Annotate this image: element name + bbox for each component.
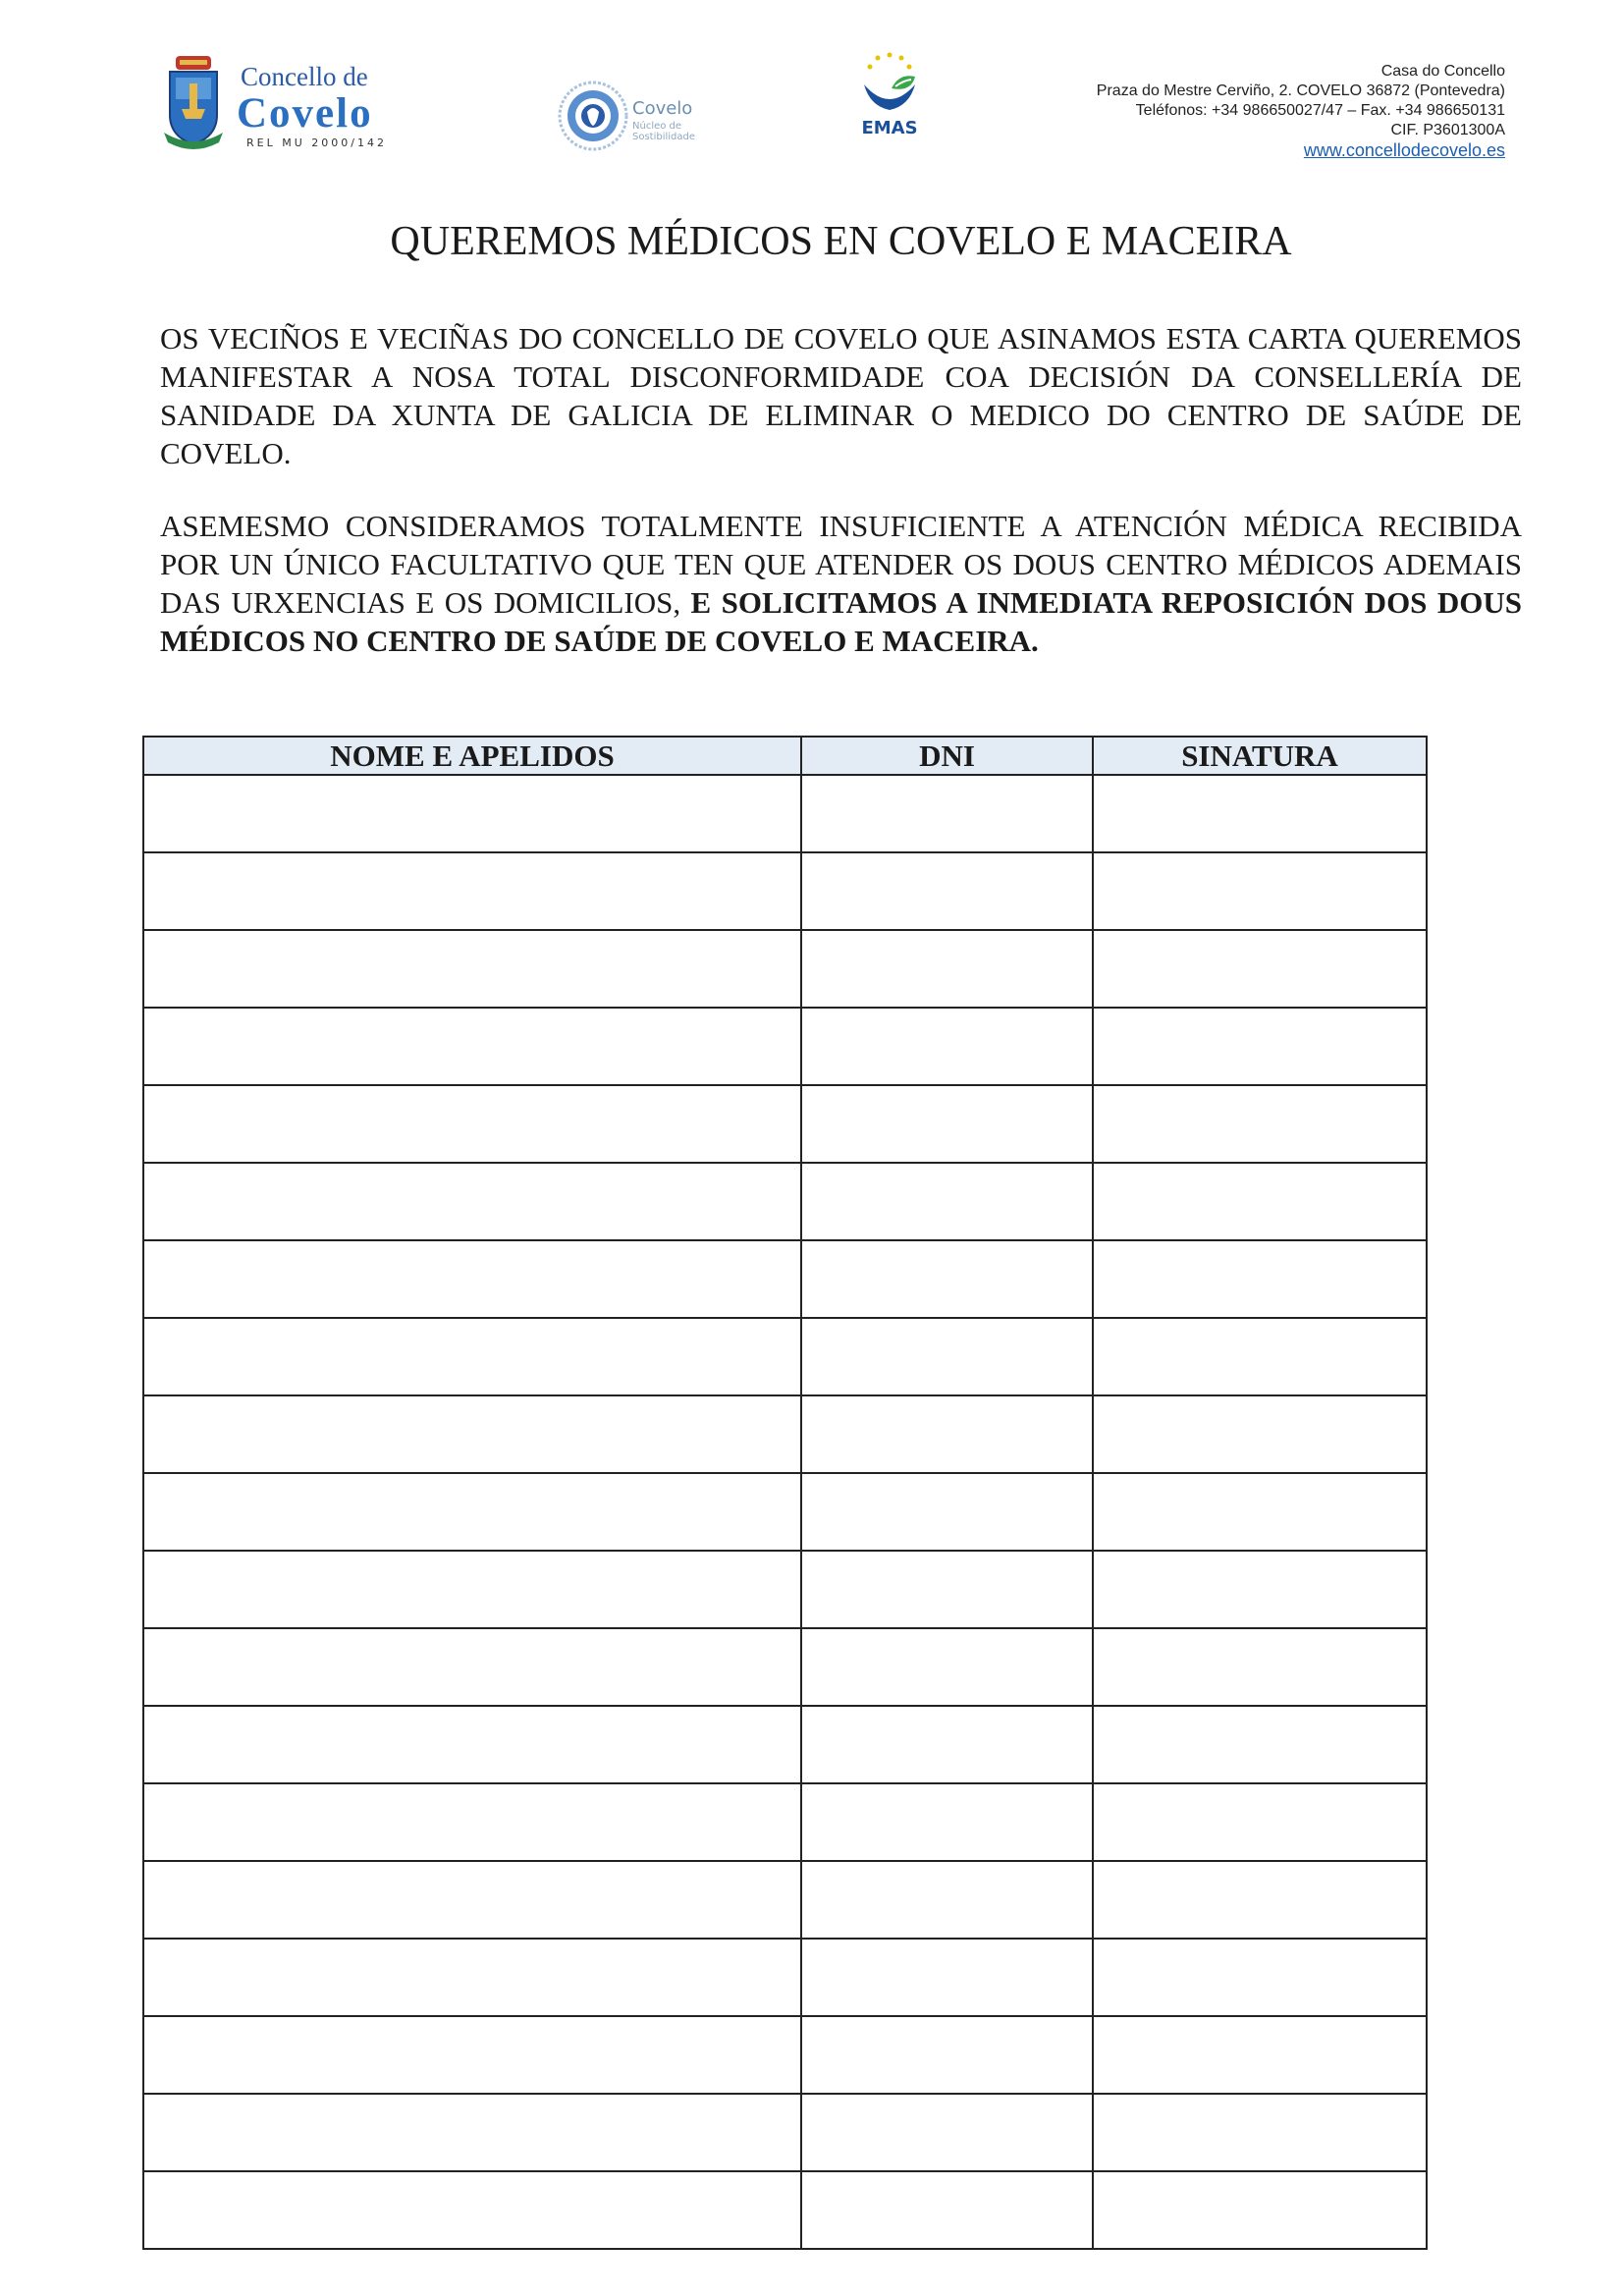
dni-cell[interactable] bbox=[801, 1318, 1093, 1395]
table-row bbox=[143, 1551, 1427, 1628]
signature-cell[interactable] bbox=[1093, 852, 1427, 930]
paragraph-2-request: E SOLICITAMOS A INMEDIATA REPOSICIÓN DOS DOUS MÉDICOS NO CENTRO DE SAÚDE DE COVELO E MACEIRA. bbox=[160, 585, 1523, 658]
signature-cell[interactable] bbox=[1093, 2171, 1427, 2249]
name-cell[interactable] bbox=[143, 1318, 801, 1395]
table-row bbox=[143, 930, 1427, 1008]
name-cell[interactable] bbox=[143, 1085, 801, 1163]
signature-cell[interactable] bbox=[1093, 1395, 1427, 1473]
logo-line-3: REL MU 2000/142 bbox=[246, 137, 387, 149]
dni-cell[interactable] bbox=[801, 1551, 1093, 1628]
address-block bbox=[1097, 62, 1505, 160]
address-line-4: CIF. P3601300A bbox=[1390, 122, 1505, 138]
signature-cell[interactable] bbox=[1093, 1240, 1427, 1318]
signature-rows bbox=[143, 775, 1427, 2249]
table-row bbox=[143, 2094, 1427, 2171]
logo-line-1: Concello de bbox=[241, 62, 368, 91]
table-row bbox=[143, 1783, 1427, 1861]
table-row bbox=[143, 1008, 1427, 1085]
table-row bbox=[143, 2016, 1427, 2094]
name-cell[interactable] bbox=[143, 930, 801, 1008]
column-header-name: NOME E APELIDOS bbox=[143, 737, 801, 775]
signature-cell[interactable] bbox=[1093, 1551, 1427, 1628]
signature-cell[interactable] bbox=[1093, 1939, 1427, 2016]
name-cell[interactable] bbox=[143, 852, 801, 930]
name-cell[interactable] bbox=[143, 2171, 801, 2249]
name-cell[interactable] bbox=[143, 2094, 801, 2171]
column-header-signature: SINATURA bbox=[1093, 737, 1427, 775]
dni-cell[interactable] bbox=[801, 775, 1093, 852]
dni-cell[interactable] bbox=[801, 2171, 1093, 2249]
table-row bbox=[143, 1939, 1427, 2016]
table-row bbox=[143, 1163, 1427, 1240]
table-row bbox=[143, 1628, 1427, 1706]
coat-of-arms-icon bbox=[162, 54, 225, 152]
dni-cell[interactable] bbox=[801, 1008, 1093, 1085]
dni-cell[interactable] bbox=[801, 1395, 1093, 1473]
name-cell[interactable] bbox=[143, 1240, 801, 1318]
website-link[interactable]: www.concellodecovelo.es bbox=[1303, 140, 1505, 160]
name-cell[interactable] bbox=[143, 1163, 801, 1240]
signature-cell[interactable] bbox=[1093, 1163, 1427, 1240]
name-cell[interactable] bbox=[143, 1706, 801, 1783]
dni-cell[interactable] bbox=[801, 2016, 1093, 2094]
table-row bbox=[143, 775, 1427, 852]
name-cell[interactable] bbox=[143, 1473, 801, 1551]
signature-cell[interactable] bbox=[1093, 1706, 1427, 1783]
table-row bbox=[143, 1240, 1427, 1318]
table-row bbox=[143, 1473, 1427, 1551]
signature-cell[interactable] bbox=[1093, 1473, 1427, 1551]
signature-cell[interactable] bbox=[1093, 775, 1427, 852]
signature-cell[interactable] bbox=[1093, 1085, 1427, 1163]
nucleo-sostibilidade-logo bbox=[558, 77, 725, 155]
logo-line-2: Covelo bbox=[237, 90, 373, 137]
name-cell[interactable] bbox=[143, 775, 801, 852]
signature-cell[interactable] bbox=[1093, 1783, 1427, 1861]
table-row bbox=[143, 1395, 1427, 1473]
name-cell[interactable] bbox=[143, 1551, 801, 1628]
paragraph-2-text: ASEMESMO CONSIDERAMOS TOTALMENTE INSUFICIENTE A ATENCIÓN MÉDICA RECIBIDA POR UN ÚNICO FACULTATIVO QUE TEN QUE ATENDER OS DOUS CENTRO MÉDICOS ADEMAIS DAS URXENCIAS E OS DOMICILIOS, bbox=[160, 509, 1522, 620]
table-row bbox=[143, 852, 1427, 930]
signature-table bbox=[142, 736, 1428, 2250]
sustainability-emblem-icon bbox=[558, 77, 628, 155]
table-row bbox=[143, 1318, 1427, 1395]
concello-covelo-logo bbox=[162, 54, 407, 152]
signature-cell[interactable] bbox=[1093, 2016, 1427, 2094]
signature-cell[interactable] bbox=[1093, 930, 1427, 1008]
table-row bbox=[143, 1085, 1427, 1163]
table-header-row bbox=[143, 737, 1427, 775]
name-cell[interactable] bbox=[143, 2016, 801, 2094]
signature-cell[interactable] bbox=[1093, 1008, 1427, 1085]
eu-stars-leaf-icon bbox=[850, 49, 929, 118]
document-title: QUEREMOS MÉDICOS EN COVELO E MACEIRA bbox=[390, 219, 1292, 264]
signature-cell[interactable] bbox=[1093, 1628, 1427, 1706]
dni-cell[interactable] bbox=[801, 1706, 1093, 1783]
paragraph-2 bbox=[160, 507, 1522, 660]
dni-cell[interactable] bbox=[801, 1861, 1093, 1939]
name-cell[interactable] bbox=[143, 1783, 801, 1861]
name-cell[interactable] bbox=[143, 1008, 801, 1085]
nucleo-line-2: Núcleo de Sostibilidade bbox=[632, 121, 696, 142]
name-cell[interactable] bbox=[143, 1861, 801, 1939]
name-cell[interactable] bbox=[143, 1628, 801, 1706]
dni-cell[interactable] bbox=[801, 1939, 1093, 2016]
address-line-2: Praza do Mestre Cerviño, 2. COVELO 36872 (Pontevedra) bbox=[1096, 82, 1505, 99]
signature-cell[interactable] bbox=[1093, 1318, 1427, 1395]
address-line-3: Teléfonos: +34 986650027/47 – Fax. +34 986650131 bbox=[1135, 102, 1505, 119]
signature-cell[interactable] bbox=[1093, 2094, 1427, 2171]
dni-cell[interactable] bbox=[801, 1240, 1093, 1318]
dni-cell[interactable] bbox=[801, 930, 1093, 1008]
table-row bbox=[143, 2171, 1427, 2249]
dni-cell[interactable] bbox=[801, 1473, 1093, 1551]
signature-cell[interactable] bbox=[1093, 1861, 1427, 1939]
table-row bbox=[143, 1861, 1427, 1939]
name-cell[interactable] bbox=[143, 1939, 801, 2016]
address-line-1: Casa do Concello bbox=[1380, 63, 1505, 80]
emas-label: EMAS bbox=[861, 118, 918, 138]
nucleo-line-1: Covelo bbox=[632, 98, 693, 119]
column-header-dni: DNI bbox=[801, 737, 1093, 775]
dni-cell[interactable] bbox=[801, 2094, 1093, 2171]
table-row bbox=[143, 1706, 1427, 1783]
name-cell[interactable] bbox=[143, 1395, 801, 1473]
dni-cell[interactable] bbox=[801, 1628, 1093, 1706]
dni-cell[interactable] bbox=[801, 1163, 1093, 1240]
paragraph-1: OS VECIÑOS E VECIÑAS DO CONCELLO DE COVELO QUE ASINAMOS ESTA CARTA QUEREMOS MANIFESTAR A NOSA TOTAL DISCONFORMIDADE COA DECISIÓN DA CONSELLERÍA DE SANIDADE DA XUNTA DE GALICIA DE ELIMINAR O MEDICO DO CENTRO DE SAÚDE DE COVELO. bbox=[160, 321, 1522, 470]
dni-cell[interactable] bbox=[801, 1783, 1093, 1861]
emas-logo bbox=[850, 49, 929, 147]
dni-cell[interactable] bbox=[801, 852, 1093, 930]
dni-cell[interactable] bbox=[801, 1085, 1093, 1163]
